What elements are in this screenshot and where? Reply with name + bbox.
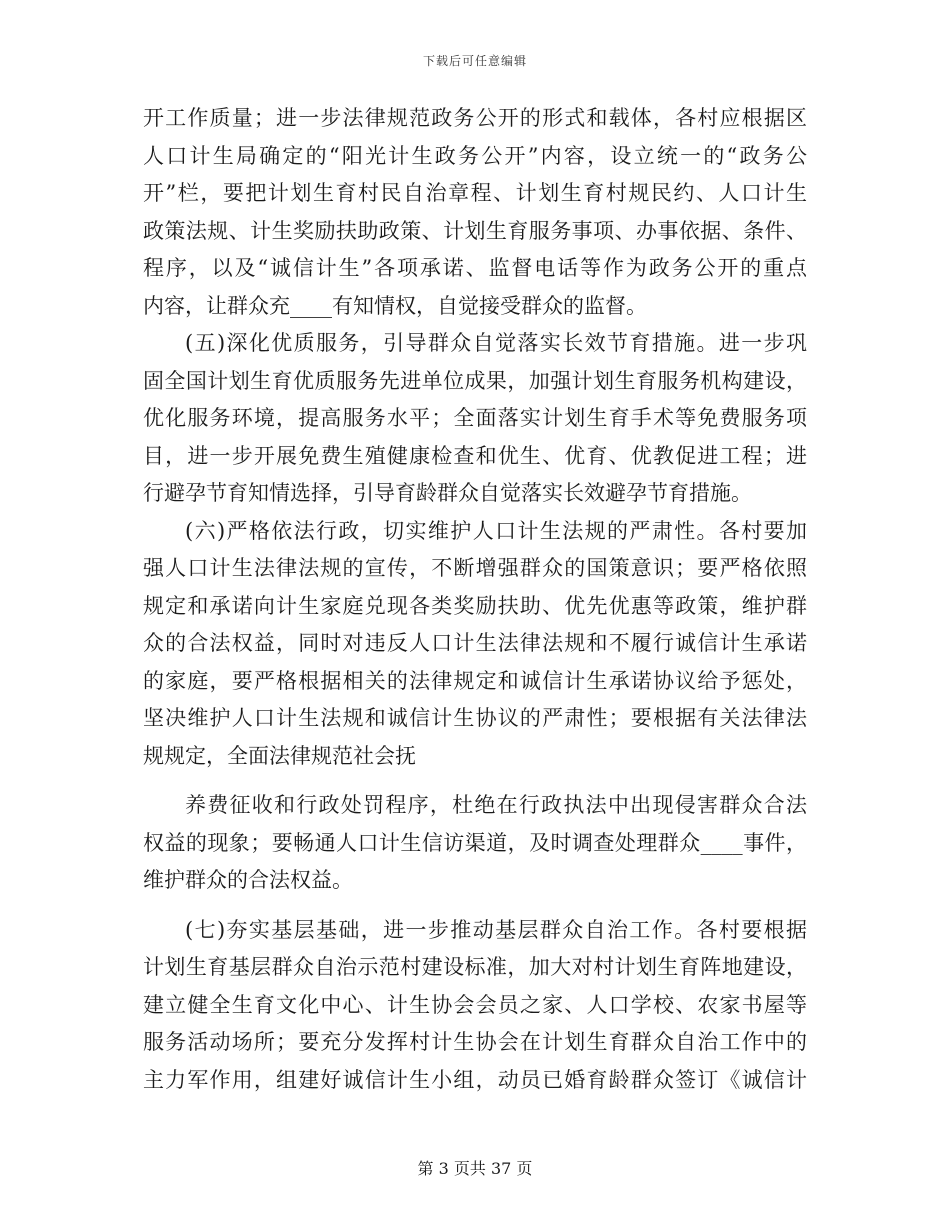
text-line: 人口计生局确定的“阳光计生政务公开”内容，设立统一的“政务公 bbox=[143, 143, 807, 168]
text-line: 规定和承诺向计生家庭兑现各类奖励扶助、优先优惠等政策，维护群 bbox=[143, 593, 807, 618]
text-line: 目，进一步开展免费生殖健康检查和优生、优育、优教促进工程；进 bbox=[143, 443, 807, 468]
page-footer: 第 3 页共 37 页 bbox=[417, 1159, 533, 1178]
text-line: (五)深化优质服务，引导群众自觉落实长效节育措施。进一步巩 bbox=[185, 331, 807, 355]
text-line: 优化服务环境，提高服务水平；全面落实计划生育手术等免费服务项 bbox=[143, 406, 807, 430]
text-line: 主力军作用，组建好诚信计生小组，动员已婚育龄群众签订《诚信计 bbox=[143, 1067, 807, 1092]
text-line: 强人口计生法律法规的宣传，不断增强群众的国策意识；要严格依照 bbox=[143, 556, 807, 580]
text-line: 行避孕节育知情选择，引导育龄群众自觉落实长效避孕节育措施。 bbox=[143, 481, 752, 505]
text-line: (六)严格依法行政，切实维护人口计生法规的严肃性。各村要加 bbox=[185, 518, 807, 543]
text-line: 内容，让群众充____有知情权，自觉接受群众的监督。 bbox=[143, 293, 647, 318]
text-line: (七)夯实基层基础，进一步推动基层群众自治工作。各村要根据 bbox=[185, 917, 807, 942]
text-line: 坚决维护人口计生法规和诚信计生协议的严肃性；要根据有关法律法 bbox=[143, 706, 807, 730]
text-line: 开工作质量；进一步法律规范政务公开的形式和载体，各村应根据区 bbox=[143, 106, 807, 130]
text-line: 建立健全生育文化中心、计生协会会员之家、人口学校、农家书屋等 bbox=[143, 992, 807, 1017]
text-line: 服务活动场所；要充分发挥村计生协会在计划生育群众自治工作中的 bbox=[143, 1030, 807, 1054]
page-header: 下载后可任意编辑 bbox=[422, 54, 527, 68]
text-line: 程序，以及“诚信计生”各项承诺、监督电话等作为政务公开的重点 bbox=[143, 256, 807, 280]
text-line: 开”栏，要把计划生育村民自治章程、计划生育村规民约、人口计生 bbox=[143, 181, 807, 205]
text-line: 维护群众的合法权益。 bbox=[143, 868, 353, 892]
text-line: 计划生育基层群众自治示范村建设标准，加大对村计划生育阵地建设， bbox=[143, 955, 807, 979]
text-line: 众的合法权益，同时对违反人口计生法律法规和不履行诚信计生承诺 bbox=[143, 631, 807, 655]
document-body bbox=[143, 100, 807, 1099]
text-line: 政策法规、计生奖励扶助政策、计划生育服务事项、办事依据、条件、 bbox=[143, 218, 807, 243]
text-line: 规规定，全面法律规范社会抚 bbox=[143, 743, 416, 768]
text-line: 的家庭，要严格根据相关的法律规定和诚信计生承诺协议给予惩处， bbox=[143, 668, 807, 693]
text-line: 固全国计划生育优质服务先进单位成果，加强计划生育服务机构建设， bbox=[143, 368, 807, 393]
text-line: 权益的现象；要畅通人口计生信访渠道，及时调查处理群众____事件， bbox=[143, 830, 807, 855]
text-line: 养费征收和行政处罚程序，杜绝在行政执法中出现侵害群众合法 bbox=[185, 793, 807, 817]
